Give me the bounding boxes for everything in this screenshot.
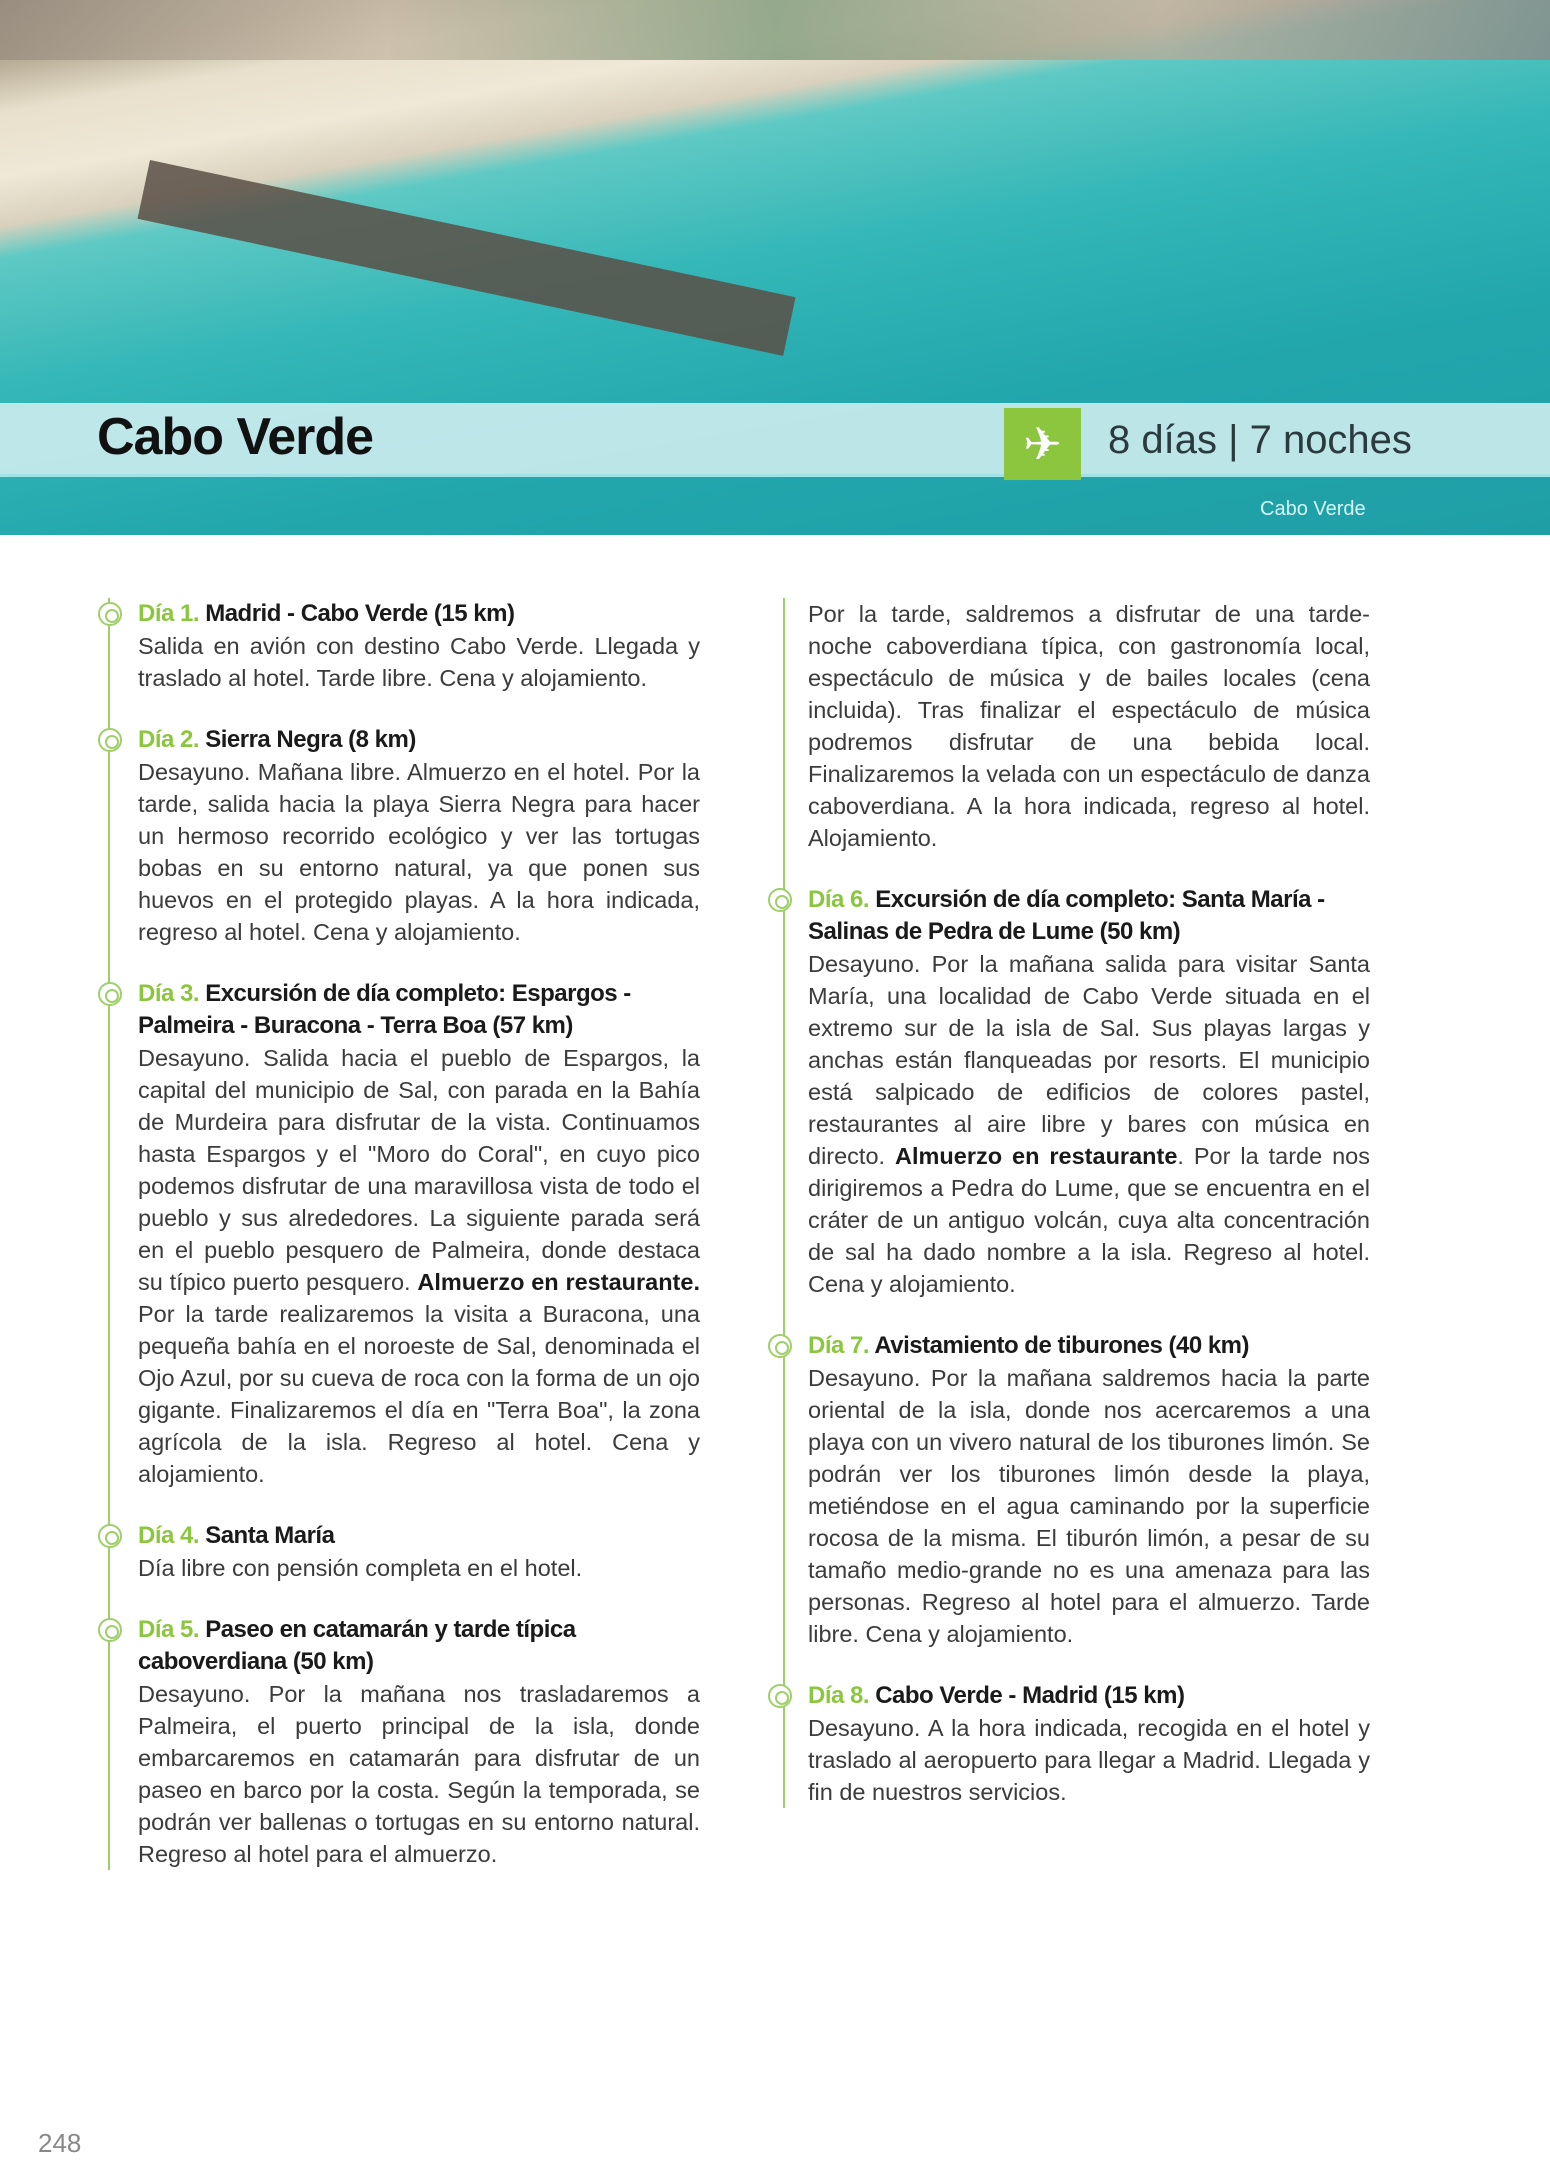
page-number: 248 [38,2128,82,2158]
day-description [808,948,1370,1300]
day-title: Excursión de día completo: Espargos - Palmeira - Buracona - Terra Boa (57 km) [138,980,631,1039]
day-heading [138,1614,700,1678]
itinerary-day [100,1614,700,1870]
day-heading [138,598,700,630]
text-segment: Desayuno. Mañana libre. Almuerzo en el hotel. Por la tarde, salida hacia la playa Sierra Negra para hacer un hermoso recorrido ecológico y ver las tortugas bobas en su entorno natural, ya que ponen sus huevos en el protegido playas. A la hora indicada, regreso al hotel. Cena y alojamiento. [138,759,700,945]
plane-icon: ✈ [1004,408,1081,480]
timeline-bullet-icon [98,602,122,626]
itinerary-day [770,598,1370,854]
day-heading [808,884,1370,948]
day-heading [138,1520,700,1552]
day-heading [808,1680,1370,1712]
hero-photo [0,0,1550,535]
day-number: Día 2. [138,726,200,753]
bold-text: Almuerzo en restaurante. [417,1269,700,1295]
itinerary-day [100,1520,700,1584]
day-heading [138,724,700,756]
timeline-bullet-icon [98,982,122,1006]
text-segment: Por la tarde, saldremos a disfrutar de una tarde-noche caboverdiana típica, con gastronomía local, espectáculo de música y de bailes locales (cena incluida). Tras finalizar el espectáculo de música podremos disfrutar de una bebida local. Finalizaremos la velada con un espectáculo de danza caboverdiana. A la hora indicada, regreso al hotel. Alojamiento. [808,601,1370,851]
timeline-bullet-icon [768,1684,792,1708]
pier [138,160,796,356]
itinerary-day [100,724,700,948]
bold-text: Almuerzo en restaurante [895,1143,1178,1169]
left-column [100,598,700,1900]
text-segment: Desayuno. Salida hacia el pueblo de Espargos, la capital del municipio de Sal, con parada en la Bahía de Murdeira para disfrutar de la vista. Continuamos hasta Espargos y el "Moro do Coral", en cuyo pico podemos disfrutar de una maravillosa vista de todo el pueblo y sus alrededores. La siguiente parada será en el pueblo pesquero de Palmeira, donde destaca su típico puerto pesquero. [138,1045,700,1295]
day-title: Madrid - Cabo Verde (15 km) [205,600,515,627]
photo-caption: Cabo Verde [1260,498,1366,520]
page-title: Cabo Verde [97,408,374,466]
itinerary-day [770,884,1370,1300]
timeline-bullet-icon [98,1524,122,1548]
text-segment: Salida en avión con destino Cabo Verde. Llegada y traslado al hotel. Tarde libre. Cena y alojamiento. [138,633,700,691]
day-description [808,598,1370,854]
trip-duration: 8 días | 7 noches [1108,418,1412,462]
timeline-bullet-icon [98,1618,122,1642]
day-description [138,1552,700,1584]
timeline-bullet-icon [768,1334,792,1358]
day-title: Avistamiento de tiburones (40 km) [874,1332,1250,1359]
right-column [770,598,1370,1838]
day-number: Día 1. [138,600,200,627]
text-segment: Desayuno. Por la mañana nos trasladaremos a Palmeira, el puerto principal de la isla, donde embarcaremos en catamarán para disfrutar de un paseo en barco por la costa. Según la temporada, se podrán ver ballenas o tortugas en su entorno natural. Regreso al hotel para el almuerzo. [138,1681,700,1867]
day-heading [138,978,700,1042]
day-title: Santa María [205,1522,335,1549]
itinerary-day [770,1330,1370,1650]
text-segment: Desayuno. A la hora indicada, recogida en el hotel y traslado al aeropuerto para llegar a Madrid. Llegada y fin de nuestros servicios. [808,1715,1370,1805]
itinerary-day [770,1680,1370,1808]
day-title: Sierra Negra (8 km) [205,726,416,753]
day-description [138,756,700,948]
day-description [808,1362,1370,1650]
text-segment: Desayuno. Por la mañana salida para visitar Santa María, una localidad de Cabo Verde situada en el extremo sur de la isla de Sal. Sus playas largas y anchas están flanqueadas por resorts. El municipio está salpicado de edificios de colores pastel, restaurantes al aire libre y bares con música en directo. [808,951,1370,1169]
day-number: Día 5. [138,1616,200,1643]
day-description [808,1712,1370,1808]
day-number: Día 7. [808,1332,870,1359]
day-title: Excursión de día completo: Santa María - Salinas de Pedra de Lume (50 km) [808,886,1325,945]
day-description [138,1042,700,1490]
timeline-bullet-icon [98,728,122,752]
day-title: Paseo en catamarán y tarde típica caboverdiana (50 km) [138,1616,576,1675]
text-segment: Por la tarde realizaremos la visita a Buracona, una pequeña bahía en el noroeste de Sal, denominada el Ojo Azul, por su cueva de roca con la forma de un ojo gigante. Finalizaremos el día en "Terra Boa", la zona agrícola de la isla. Regreso al hotel. Cena y alojamiento. [138,1301,700,1487]
timeline-bullet-icon [768,888,792,912]
day-title: Cabo Verde - Madrid (15 km) [875,1682,1185,1709]
day-description [138,630,700,694]
itinerary-day [100,978,700,1490]
day-number: Día 3. [138,980,200,1007]
day-number: Día 4. [138,1522,200,1549]
day-number: Día 6. [808,886,870,913]
day-heading [808,1330,1370,1362]
text-segment: Día libre con pensión completa en el hotel. [138,1555,583,1581]
day-description [138,1678,700,1870]
town-skyline [0,0,1550,60]
text-segment: . Por la tarde nos dirigiremos a Pedra do Lume, que se encuentra en el cráter de un antiguo volcán, cuya alta concentración de sal ha dado nombre a la isla. Regreso al hotel. Cena y alojamiento. [808,1143,1370,1297]
itinerary-day [100,598,700,694]
day-number: Día 8. [808,1682,870,1709]
text-segment: Desayuno. Por la mañana saldremos hacia la parte oriental de la isla, donde nos acercaremos a una playa con un vivero natural de los tiburones limón. Se podrán ver los tiburones limón desde la playa, metiéndose en el agua caminando por la superficie rocosa de la misma. El tiburón limón, a pesar de su tamaño medio-grande no es una amenaza para las personas. Regreso al hotel para el almuerzo. Tarde libre. Cena y alojamiento. [808,1365,1370,1647]
